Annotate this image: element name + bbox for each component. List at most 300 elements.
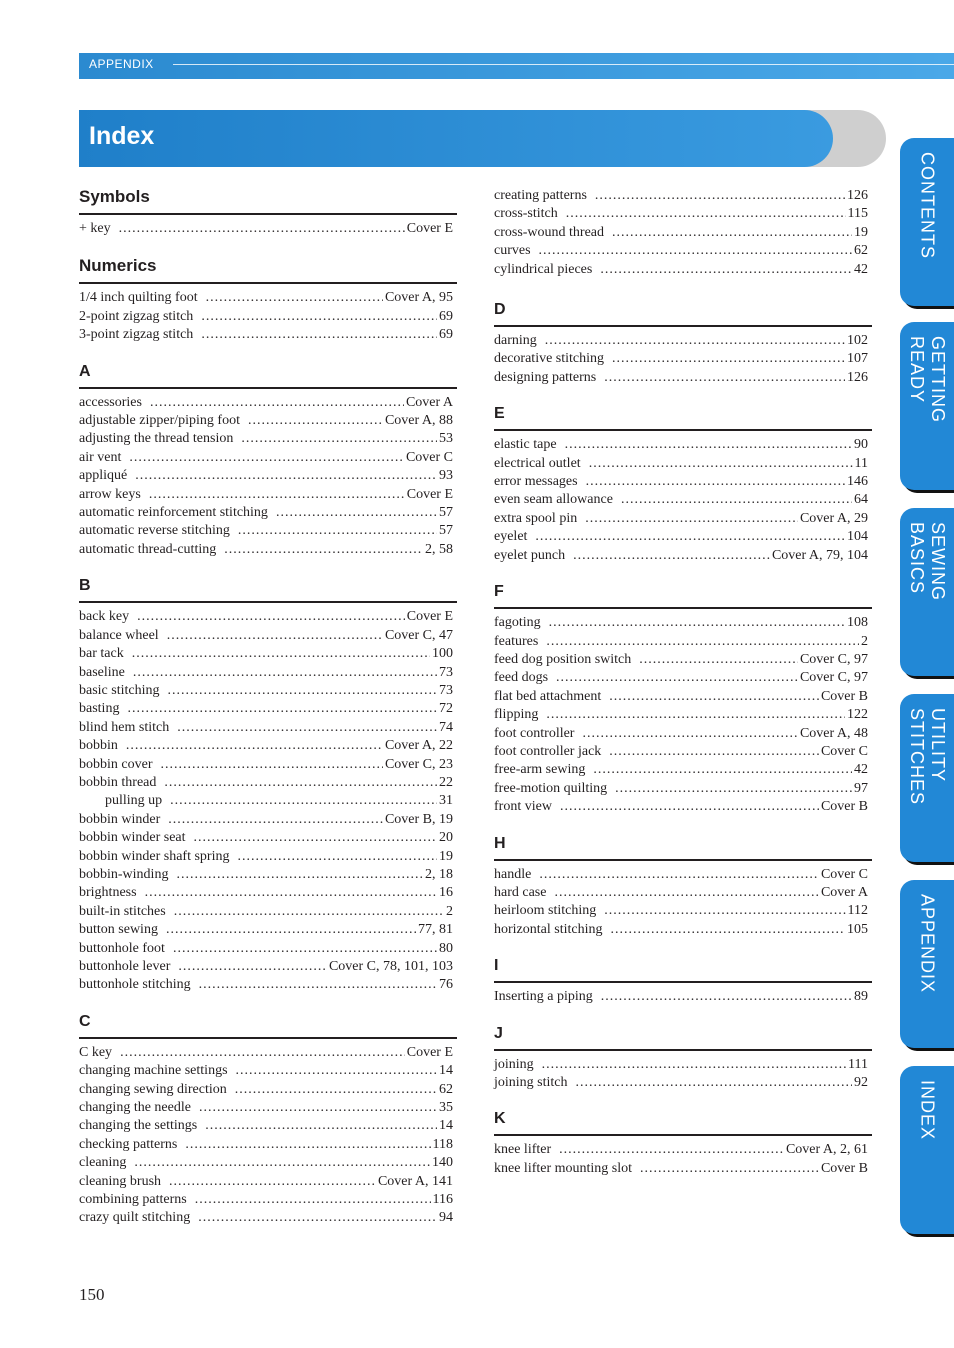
index-term: buttonhole lever (79, 959, 171, 974)
index-term: bobbin cover (79, 756, 153, 772)
index-entry (494, 651, 872, 669)
title-bar (79, 110, 833, 167)
index-term: cylindrical pieces (494, 261, 593, 277)
dot-leader (194, 829, 437, 847)
index-pages: 105 (847, 921, 868, 937)
index-pages: Cover A, 48 (799, 725, 868, 741)
index-pages: Cover C (820, 866, 868, 882)
index-term: front view (494, 799, 552, 815)
index-term: C key (79, 1044, 113, 1060)
index-term: buttonhole stitching (79, 977, 191, 993)
index-entry (494, 261, 872, 279)
index-entry (79, 394, 457, 412)
index-entry (494, 1074, 872, 1092)
index-section-heading: Symbols (79, 187, 457, 215)
dot-leader (546, 706, 845, 724)
index-entry (494, 780, 872, 798)
index-entry (494, 369, 872, 387)
index-term: knee lifter mounting slot (494, 1160, 633, 1176)
index-term: bobbin thread (79, 774, 157, 790)
index-entry (79, 811, 457, 829)
index-term: automatic reinforcement stitching (79, 505, 268, 521)
index-term: blind hem stitch (79, 719, 170, 735)
dot-leader (235, 1081, 437, 1099)
index-pages: 62 (854, 243, 868, 259)
index-entry (79, 682, 457, 700)
tab-getting-ready[interactable]: GETTING READY (900, 322, 954, 490)
index-entry (79, 608, 457, 626)
index-section-e (494, 405, 872, 565)
index-term: knee lifter (494, 1142, 552, 1158)
dot-leader (554, 884, 818, 902)
index-pages: 11 (854, 455, 868, 471)
index-term: balance wheel (79, 627, 159, 643)
index-section-heading: A (79, 363, 457, 389)
index-pages: 80 (439, 940, 453, 956)
tab-sewing-basics[interactable]: SEWING BASICS (900, 508, 954, 676)
dot-leader (586, 473, 845, 491)
header-rule (173, 64, 954, 65)
index-section-symbols (79, 187, 457, 238)
dot-leader (195, 1191, 431, 1209)
index-term: features (494, 633, 539, 649)
index-section-h (494, 835, 872, 940)
index-term: curves (494, 243, 531, 259)
dot-leader (595, 187, 845, 205)
index-section-heading: H (494, 835, 872, 861)
index-term: brightness (79, 885, 137, 901)
dot-leader (546, 633, 859, 651)
dot-leader (145, 884, 437, 902)
index-entry (494, 187, 872, 205)
tab-index[interactable]: INDEX (900, 1066, 954, 1234)
dot-leader (238, 522, 437, 540)
index-entry (494, 491, 872, 509)
index-pages: 20 (439, 830, 453, 846)
index-pages: 90 (854, 437, 868, 453)
dot-leader (164, 774, 437, 792)
dot-leader (160, 756, 382, 774)
index-entry (79, 976, 457, 994)
dot-leader (559, 1141, 784, 1159)
index-pages: 57 (439, 523, 453, 539)
index-entry (494, 1056, 872, 1074)
page-title: Index (89, 122, 155, 150)
index-entry (79, 940, 457, 958)
dot-leader (167, 627, 383, 645)
index-pages: 122 (847, 707, 868, 723)
index-term: Inserting a piping (494, 989, 593, 1005)
index-term: cleaning brush (79, 1173, 162, 1189)
dot-leader (545, 332, 845, 350)
index-section-d (494, 301, 872, 387)
index-entry (79, 1173, 457, 1191)
dot-leader (201, 326, 437, 344)
dot-leader (640, 1160, 819, 1178)
dot-leader (560, 798, 819, 816)
dot-leader (150, 394, 404, 412)
index-pages: 2 (446, 903, 453, 919)
index-pages: 73 (439, 664, 453, 680)
dot-leader (135, 467, 437, 485)
index-term: electrical outlet (494, 455, 581, 471)
index-entry (79, 504, 457, 522)
index-pages: 100 (432, 646, 453, 662)
index-pages: 92 (854, 1075, 868, 1090)
index-term: feed dogs (494, 670, 549, 686)
index-section-heading: F (494, 583, 872, 609)
dot-leader (126, 737, 383, 755)
index-section-i (494, 957, 872, 1006)
index-pages: Cover E (406, 1044, 453, 1060)
tab-appendix[interactable]: APPENDIX (900, 880, 954, 1048)
index-pages: Cover B (820, 799, 868, 815)
index-pages: Cover A, 79, 104 (771, 547, 868, 563)
dot-leader (556, 669, 798, 687)
index-term: crazy quilt stitching (79, 1210, 191, 1226)
index-section-heading: I (494, 957, 872, 983)
index-pages: 104 (847, 529, 868, 545)
index-section-heading: E (494, 405, 872, 431)
index-entry (494, 332, 872, 350)
index-pages: Cover A, 29 (799, 510, 868, 526)
dot-leader (224, 541, 423, 559)
index-term: accessories (79, 394, 142, 410)
tab-contents[interactable]: CONTENTS (900, 138, 954, 306)
dot-leader (236, 1062, 437, 1080)
index-pages: 42 (854, 762, 868, 778)
dot-leader (549, 614, 845, 632)
index-term: automatic reverse stitching (79, 523, 230, 539)
index-pages: 53 (439, 431, 453, 447)
index-term: back key (79, 609, 130, 625)
index-section-k (494, 1110, 872, 1178)
dot-leader (542, 1056, 846, 1074)
index-term: pulling up (105, 793, 163, 809)
index-entry (79, 308, 457, 326)
index-pages: 64 (854, 492, 868, 508)
index-entry (494, 436, 872, 454)
index-term: cross-stitch (494, 206, 558, 222)
dot-leader (248, 412, 383, 430)
index-entry (79, 486, 457, 504)
dot-leader (149, 486, 405, 504)
index-entry (79, 921, 457, 939)
index-entry (79, 1136, 457, 1154)
dot-leader (206, 289, 383, 307)
index-term: adjusting the thread tension (79, 431, 234, 447)
index-pages: Cover A, 22 (384, 738, 453, 754)
index-term: changing machine settings (79, 1063, 228, 1079)
index-entry (79, 522, 457, 540)
index-term: combining patterns (79, 1192, 187, 1208)
dot-leader (610, 921, 845, 939)
index-entry (79, 1044, 457, 1062)
index-entry (79, 467, 457, 485)
index-term: flipping (494, 707, 539, 723)
index-section-heading: Numerics (79, 256, 457, 284)
dot-leader (565, 436, 852, 454)
dot-leader (177, 719, 437, 737)
dot-leader (576, 1074, 853, 1092)
index-section-heading: B (79, 577, 457, 603)
index-pages: 62 (439, 1081, 453, 1097)
dot-leader (168, 682, 438, 700)
index-pages: 31 (439, 793, 453, 809)
index-entry (494, 798, 872, 816)
index-pages: 22 (439, 774, 453, 790)
dot-leader (166, 921, 416, 939)
index-entry (494, 725, 872, 743)
index-term: changing sewing direction (79, 1081, 227, 1097)
index-pages: Cover A (405, 394, 453, 410)
index-section-b (79, 577, 457, 995)
index-entry (79, 664, 457, 682)
dot-leader (198, 1209, 437, 1227)
index-term: buttonhole foot (79, 940, 165, 956)
index-term: extra spool pin (494, 510, 578, 526)
dot-leader (615, 780, 852, 798)
index-term: changing the needle (79, 1100, 191, 1116)
dot-leader (585, 510, 798, 528)
index-pages: 19 (439, 848, 453, 864)
index-pages: Cover C, 97 (799, 651, 868, 667)
index-entry (79, 700, 457, 718)
index-pages: Cover B (820, 688, 868, 704)
dot-leader (120, 1044, 405, 1062)
index-pages: Cover C, 78, 101, 103 (328, 959, 453, 974)
index-pages: 35 (439, 1100, 453, 1116)
index-column-left (79, 187, 457, 1246)
index-term: cleaning (79, 1155, 127, 1171)
index-pages: 14 (439, 1063, 453, 1079)
index-term: air vent (79, 449, 122, 465)
dot-leader (539, 866, 819, 884)
index-term: flat bed attachment (494, 688, 602, 704)
header-bar (79, 53, 954, 79)
index-entry (79, 903, 457, 921)
index-entry (79, 848, 457, 866)
dot-leader (609, 743, 819, 761)
index-entry (79, 1117, 457, 1135)
index-column-right (494, 187, 872, 1196)
index-pages: 97 (854, 780, 868, 796)
dot-leader (593, 761, 852, 779)
index-entry (79, 737, 457, 755)
dot-leader (205, 1117, 437, 1135)
index-entry (79, 792, 457, 810)
index-pages: Cover C (405, 449, 453, 465)
index-entry (79, 1209, 457, 1227)
dot-leader (170, 792, 437, 810)
index-pages: 57 (439, 505, 453, 521)
index-pages: 94 (439, 1210, 453, 1226)
dot-leader (241, 430, 437, 448)
index-term: 1/4 inch quilting foot (79, 290, 198, 306)
index-term: cross-wound thread (494, 224, 605, 240)
dot-leader (582, 725, 797, 743)
dot-leader (201, 308, 437, 326)
index-pages: Cover A, 2, 61 (785, 1142, 868, 1158)
index-entry (494, 510, 872, 528)
index-entry (494, 350, 872, 368)
index-pages: 126 (847, 369, 868, 385)
index-pages: Cover E (406, 221, 453, 236)
dot-leader (604, 369, 845, 387)
index-term: foot controller jack (494, 743, 602, 759)
index-pages: 42 (854, 261, 868, 277)
index-pages: 93 (439, 468, 453, 484)
index-pages: 146 (847, 474, 868, 490)
index-entry (494, 528, 872, 546)
index-pages: 2 (861, 633, 868, 649)
index-entry (79, 1154, 457, 1172)
index-entry (494, 1141, 872, 1159)
index-term: bobbin-winding (79, 866, 169, 882)
index-entry (79, 541, 457, 559)
index-entry (494, 688, 872, 706)
index-entry (79, 756, 457, 774)
index-entry (494, 669, 872, 687)
index-entry (79, 412, 457, 430)
index-pages: 74 (439, 719, 453, 735)
index-pages: Cover A, 88 (384, 413, 453, 429)
dot-leader (612, 350, 845, 368)
index-entry (79, 1081, 457, 1099)
index-entry (79, 326, 457, 344)
index-term: checking patterns (79, 1136, 178, 1152)
index-pages: Cover C (820, 743, 868, 759)
index-term: designing patterns (494, 369, 597, 385)
index-term: 2-point zigzag stitch (79, 308, 194, 324)
index-entry (494, 614, 872, 632)
index-pages: 126 (847, 188, 868, 203)
header-section-label: APPENDIX (89, 57, 154, 71)
index-pages: 102 (847, 333, 868, 349)
index-pages: Cover E (406, 609, 453, 625)
index-pages: 69 (439, 308, 453, 324)
index-entry (79, 774, 457, 792)
dot-leader (601, 988, 852, 1006)
index-term: changing the settings (79, 1118, 198, 1134)
index-section-a (79, 363, 457, 560)
index-term: joining (494, 1056, 534, 1072)
index-entry (494, 1160, 872, 1178)
index-entry (494, 205, 872, 223)
index-pages: 77, 81 (418, 922, 453, 938)
index-term: elastic tape (494, 437, 557, 453)
index-section-heading: D (494, 301, 872, 327)
dot-leader (127, 700, 437, 718)
index-term: bobbin winder shaft spring (79, 848, 230, 864)
index-entry (494, 761, 872, 779)
index-term: button sewing (79, 922, 158, 938)
dot-leader (199, 1099, 437, 1117)
index-entry (79, 289, 457, 307)
index-term: hard case (494, 884, 547, 900)
dot-leader (176, 866, 423, 884)
index-pages: 89 (854, 989, 868, 1005)
dot-leader (539, 242, 852, 260)
page-number: 150 (79, 1285, 105, 1304)
dot-leader (134, 1154, 430, 1172)
index-term: decorative stitching (494, 351, 605, 367)
index-entry (494, 866, 872, 884)
dot-leader (573, 547, 770, 565)
dot-leader (173, 940, 437, 958)
index-pages: Cover A, 141 (377, 1173, 453, 1189)
index-section-j (494, 1025, 872, 1093)
index-entry (494, 473, 872, 491)
dot-leader (604, 902, 845, 920)
dot-leader (132, 645, 430, 663)
dot-leader (566, 205, 846, 223)
index-entry (494, 633, 872, 651)
dot-leader (589, 455, 853, 473)
index-term: eyelet punch (494, 547, 566, 563)
index-entry (494, 988, 872, 1006)
dot-leader (609, 688, 819, 706)
index-term: darning (494, 333, 537, 349)
dot-leader (600, 261, 852, 279)
index-term: automatic thread-cutting (79, 541, 217, 557)
index-term: bobbin winder (79, 811, 161, 827)
index-term: basting (79, 701, 120, 717)
index-term: basic stitching (79, 682, 160, 698)
dot-leader (639, 651, 798, 669)
tab-utility-stitches[interactable]: UTILITY STITCHES (900, 694, 954, 862)
index-pages: 2, 18 (425, 866, 453, 882)
index-term: adjustable zipper/piping foot (79, 413, 240, 429)
index-pages: 16 (439, 885, 453, 901)
dot-leader (174, 903, 444, 921)
index-entry (494, 921, 872, 939)
index-pages: 115 (847, 206, 868, 222)
index-term: joining stitch (494, 1075, 568, 1090)
index-entry (494, 884, 872, 902)
index-section-heading: J (494, 1025, 872, 1051)
dot-leader (612, 224, 852, 242)
index-pages: Cover A (820, 884, 868, 900)
index-entry (79, 829, 457, 847)
dot-leader (168, 811, 383, 829)
index-term: heirloom stitching (494, 903, 597, 919)
index-term: baseline (79, 664, 125, 680)
index-term: bar tack (79, 646, 124, 662)
index-term: free-arm sewing (494, 762, 586, 778)
index-section-c (79, 1013, 457, 1228)
dot-leader (133, 664, 437, 682)
index-pages: 19 (854, 224, 868, 240)
index-pages: 2, 58 (425, 541, 453, 557)
dot-leader (237, 848, 437, 866)
index-entry (494, 455, 872, 473)
dot-leader (129, 449, 404, 467)
index-entry (79, 884, 457, 902)
index-pages: Cover C, 47 (384, 627, 453, 643)
index-entry (79, 1062, 457, 1080)
index-section-numerics (79, 256, 457, 344)
index-term: foot controller (494, 725, 575, 741)
index-term: creating patterns (494, 188, 587, 203)
dot-leader (119, 220, 405, 238)
dot-leader (185, 1136, 430, 1154)
index-term: built-in stitches (79, 903, 166, 919)
dot-leader (621, 491, 852, 509)
index-pages: 107 (847, 351, 868, 367)
index-entry (79, 220, 457, 238)
index-pages: Cover E (406, 486, 453, 502)
